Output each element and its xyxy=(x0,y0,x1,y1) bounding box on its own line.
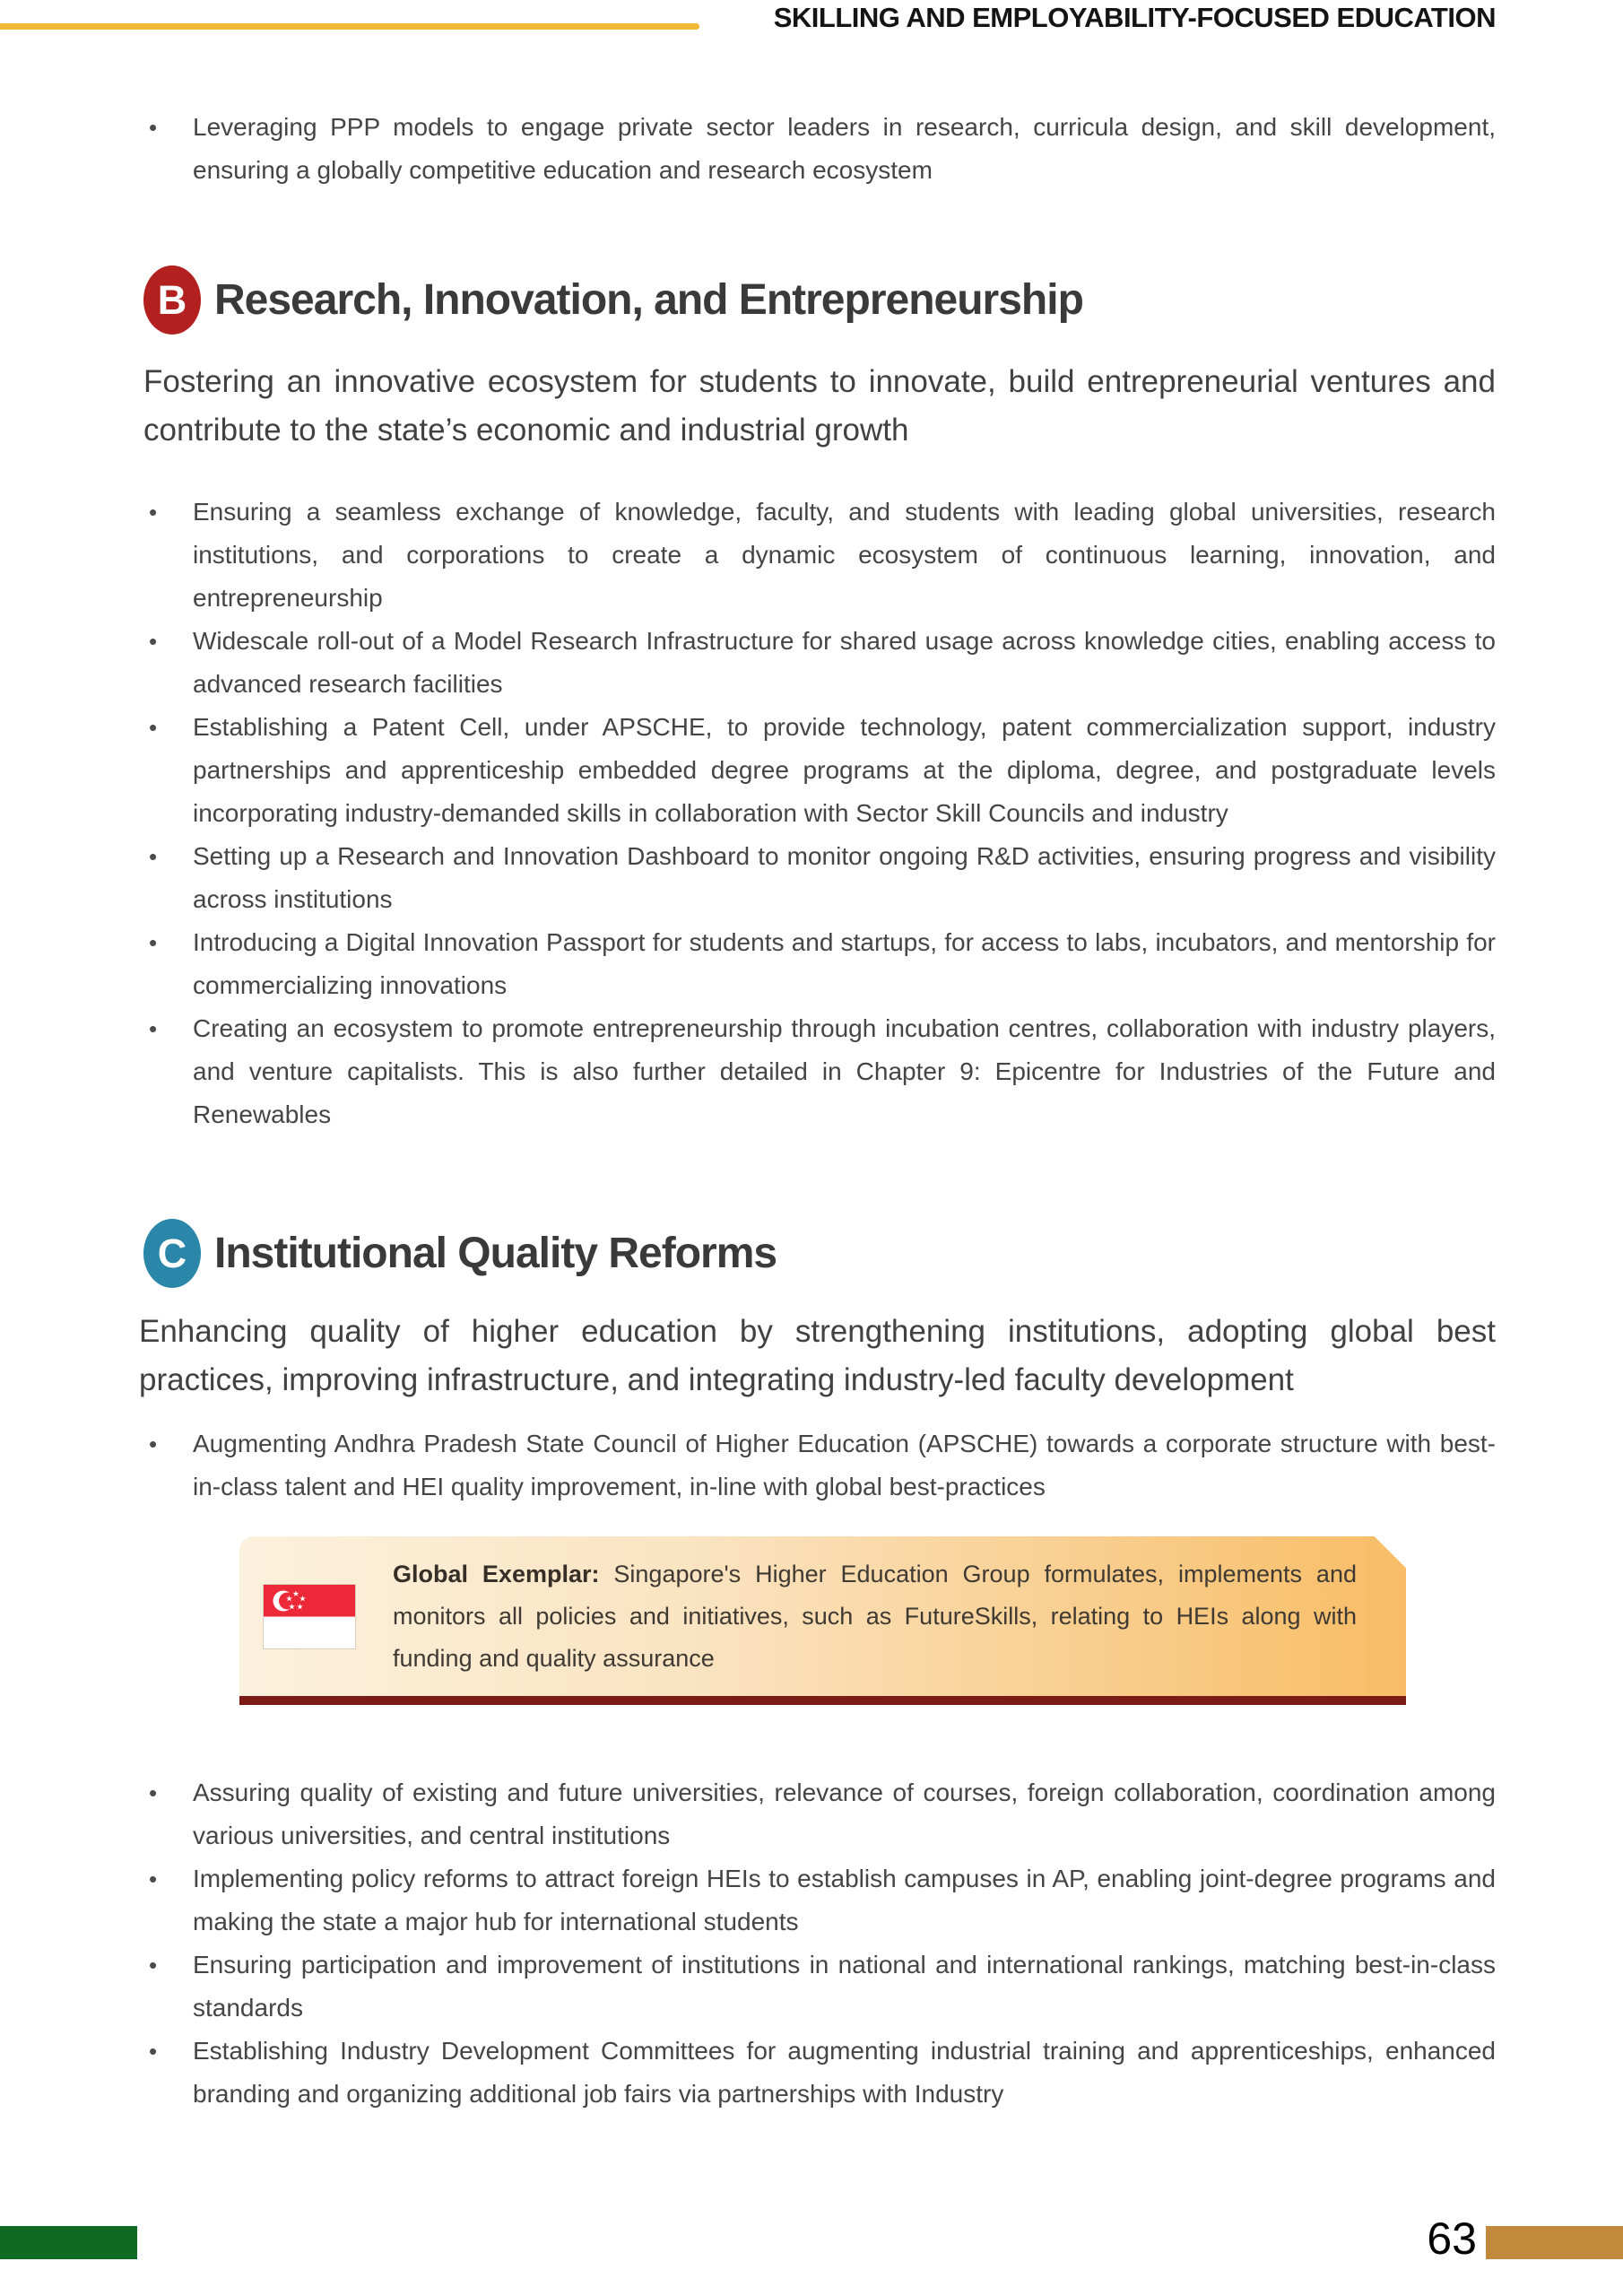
section-c-title: Institutional Quality Reforms xyxy=(214,1230,777,1277)
header-gold-rule xyxy=(0,23,699,30)
bullet-item: • Augmenting Andhra Pradesh State Council of Higher Education (APSCHE) towards a corporate structure with best-in-class talent and HEI quality improvement, in-line with global best-practices xyxy=(143,1422,1496,1509)
page-number: 63 xyxy=(1427,2213,1477,2264)
bullet-item: • Leveraging PPP models to engage private sector leaders in research, curricula design, and skill development, ensuring a globally competitive education and research ecosystem xyxy=(143,106,1496,192)
intro-bullet-list xyxy=(143,106,1496,192)
section-b-bullet-list xyxy=(143,491,1496,1136)
section-b-subtitle: Fostering an innovative ecosystem for students to innovate, build entrepreneurial ventures and contribute to the state’s economic and industrial growth xyxy=(143,364,1496,448)
section-c-bullet-list-top xyxy=(143,1422,1496,1509)
bullet-item: • Establishing Industry Development Committees for augmenting industrial training and apprenticeships, enhanced branding and organizing additional job fairs via partnerships with Industry xyxy=(143,2030,1496,2116)
global-exemplar-callout xyxy=(239,1536,1406,1705)
section-c-header xyxy=(143,1219,1496,1288)
global-exemplar-label: Global Exemplar: xyxy=(393,1560,600,1587)
bullet-item: • Creating an ecosystem to promote entrepreneurship through incubation centres, collaboration with industry players, and venture capitalists. This is also further detailed in Chapter 9: Epicentre for Industries of the Future and Renewables xyxy=(143,1007,1496,1136)
footer-gold-bar xyxy=(1486,2226,1623,2259)
section-b-title: Research, Innovation, and Entrepreneurship xyxy=(214,276,1083,324)
footer-green-bar xyxy=(0,2226,137,2259)
bullet-item: • Widescale roll-out of a Model Research Infrastructure for shared usage across knowledge cities, enabling access to advanced research facilities xyxy=(143,620,1496,706)
global-exemplar-body: Singapore's Higher Education Group formulates, implements and monitors all policies and initiatives, such as FutureSkills, relating to HEIs along with funding and quality assurance xyxy=(393,1560,1357,1672)
section-b-header xyxy=(143,265,1496,335)
bullet-item: • Setting up a Research and Innovation Dashboard to monitor ongoing R&D activities, ensuring progress and visibility across institutions xyxy=(143,835,1496,921)
section-badge-c: C xyxy=(143,1219,201,1288)
global-exemplar-text xyxy=(393,1553,1357,1680)
bullet-item: • Establishing a Patent Cell, under APSCHE, to provide technology, patent commercialization support, industry partnerships and apprenticeship embedded degree programs at the diploma, degree, and postgraduate levels incorporating industry-demanded skills in collaboration with Sector Skill Councils and industry xyxy=(143,706,1496,835)
bullet-item: • Implementing policy reforms to attract foreign HEIs to establish campuses in AP, enabling joint-degree programs and making the state a major hub for international students xyxy=(143,1857,1496,1944)
content-column xyxy=(139,36,1496,2116)
bullet-item: • Introducing a Digital Innovation Passport for students and startups, for access to labs, incubators, and mentorship for commercializing innovations xyxy=(143,921,1496,1007)
bullet-item: • Assuring quality of existing and future universities, relevance of courses, foreign collaboration, coordination among various universities, and central institutions xyxy=(143,1771,1496,1857)
singapore-flag-icon xyxy=(263,1584,356,1649)
section-badge-b: B xyxy=(143,265,201,335)
bullet-item: • Ensuring participation and improvement of institutions in national and international rankings, matching best-in-class standards xyxy=(143,1944,1496,2030)
page-header-title: SKILLING AND EMPLOYABILITY-FOCUSED EDUCATION xyxy=(773,2,1496,33)
section-c-bullet-list-bottom xyxy=(143,1771,1496,2116)
bullet-item: • Ensuring a seamless exchange of knowledge, faculty, and students with leading global universities, research institutions, and corporations to create a dynamic ecosystem of continuous learning, innovation, and entrepreneurship xyxy=(143,491,1496,620)
section-c-subtitle: Enhancing quality of higher education by strengthening institutions, adopting global best practices, improving infrastructure, and integrating industry-led faculty development xyxy=(139,1314,1496,1397)
